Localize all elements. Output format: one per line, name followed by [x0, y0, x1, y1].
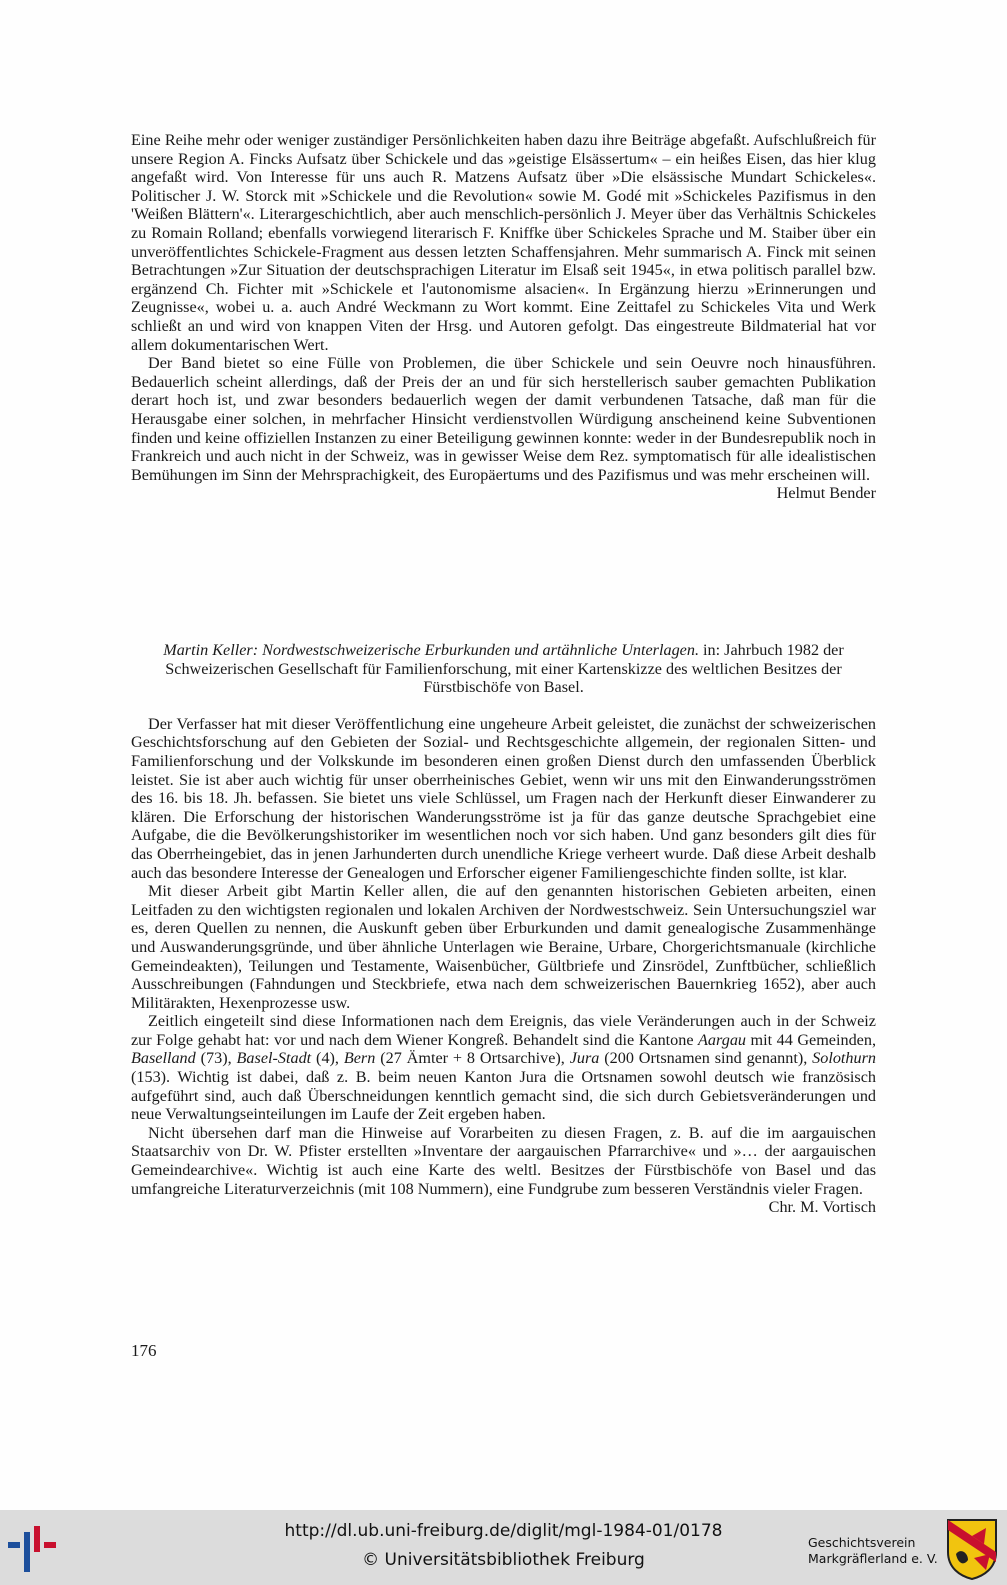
document-url-link[interactable]: http://dl.ub.uni-freiburg.de/diglit/mgl-1984-01/0178 — [284, 1521, 723, 1541]
review-2-paragraph-1: Der Verfasser hat mit dieser Veröffentlichung eine ungeheure Arbeit geleistet, die zunächst der schweizerischen Geschichtsforschung auf den Gebieten der Sozial- und Rechtsgeschichte allgemein, der regionalen Sitten- und Familienforschung und der Volkskunde im besonderen einen großen Dienst durch den umfassenden Überblick leistet. Sie ist aber auch wichtig für unser oberrheinisches Gebiet, wenn wir uns mit den Einwanderungsströmen des 16. bis 18. Jh. befassen. Sie bietet uns viele Schlüssel, um Fragen nach der Herkunft dieser Einwanderer zu klären. Die Erforschung der historischen Wanderungsströme ist ja für das ganze deutsche Sprachgebiet eine Aufgabe, die die Bevölkerungshistoriker im wesentlichen noch vor sich haben. Und ganz besonders gilt dies für das Oberrheingebiet, das in jenen Jarhunderten durch unendliche Kriege verheert wurde. Daß diese Arbeit deshalb auch das besondere Interesse der Genealogen und Erforscher eigener Familiengeschichte finden sollte, ist klar. — [131, 714, 876, 882]
copyright-text: © Universitätsbibliothek Freiburg — [362, 1550, 645, 1570]
review-1-paragraph-1: Eine Reihe mehr oder weniger zuständiger Persönlichkeiten haben dazu ihre Beiträge abgefaßt. Aufschlußreich für unsere Region A. Fincks Aufsatz über Schickele und das »geistige Elsässertum« – ein heißes Eisen, das hier klug angefaßt wird. Von Interesse für uns auch R. Matzens Aufsatz über »Die elsässische Mundart Schickeles«. Politischer J. W. Storck mit »Schickele und die Revolution« sowie M. Godé mit »Schickeles Pazifismus in den 'Weißen Blättern'«. Literargeschichtlich, aber auch menschlich-persönlich J. Meyer über das Verhältnis Schickeles zu Romain Rolland; ebenfalls vorwiegend literarisch F. Kniffke über Schickeles Sprache und M. Staiber über ein unveröffentlichtes Schickele-Fragment aus dessen letzten Schaffensjahren. Mehr summarisch A. Finck mit seinen Betrachtungen »Zur Situation der deutschsprachigen Literatur im Elsaß seit 1945«, in etwa politisch parallel bzw. ergänzend Ch. Fichter mit »Schickele et l'autonomisme alsacien«. In Ergänzung hierzu »Erinnerungen und Zeugnisse«, wobei u. a. auch André Weckmann zu Wort kommt. Eine Zeittafel zu Schickeles Vita und Werk schließt an und wird von knappen Viten der Hrsg. und Autoren gefolgt. Das eingestreute Bildmaterial hat vor allem dokumentarischen Wert. — [131, 131, 876, 354]
canton-baselland: Baselland — [131, 1049, 196, 1068]
viewer-footer — [0, 1510, 1007, 1585]
review-2 — [131, 641, 876, 1217]
page-number: 176 — [131, 1341, 157, 1360]
review-2-paragraph-2: Mit dieser Arbeit gibt Martin Keller allen, die auf den genannten historischen Gebieten arbeiten, einen Leitfaden zu den wichtigsten regionalen und lokalen Archiven der Nordwestschweiz. Sein Untersuchungsziel war es, deren Quellen zu nennen, die Auskunft geben über Erburkunden und damit genealogische Zusammenhänge und Auswanderungsgründe, und über ähnliche Unterlagen wie Beraine, Urbare, Chorgerichtsmanuale (kirchliche Gemeindeakten), Teilungen und Testamente, Waisenbücher, Gültbriefe und Zinsrödel, Zunftbücher, schließlich Ausschreibungen (Fahndungen und Steckbriefe, etwa nach dem schweizerischen Bauernkrieg 1652), aber auch Militärakten, Hexenprozesse usw. — [131, 882, 876, 1012]
review-2-book-source: in: Jahrbuch 1982 der Schweizerischen Gesellschaft für Familienforschung, mit einer Kartenskizze des weltlichen Besitzes der Fürstbischöfe von Basel. — [165, 641, 844, 697]
review-2-paragraph-3: Zeitlich eingeteilt sind diese Informationen nach dem Ereignis, das viele Veränderungen auch in der Schweiz zur Folge gehabt hat: vor und nach dem Wiener Kongreß. Behandelt sind die Kantone Aargau mit 44 Gemeinden, Baselland (73), Basel-Stadt (4), Bern (27 Ämter + 8 Ortsarchive), Jura (200 Ortsnamen sind genannt), Solothurn (153). Wichtig ist dabei, daß z. B. beim neuen Kanton Jura die Ortsnamen sowohl deutsch wie französisch aufgeführt sind, auch daß Überschneidungen kenntlich gemacht sind, die sich durch Gebietsveränderungen und neue Verwaltungseinteilungen im Laufe der Zeit ergeben haben. — [131, 1012, 876, 1124]
review-2-paragraph-4: Nicht übersehen darf man die Hinweise auf Vorarbeiten zu diesen Fragen, z. B. auf die im aargauischen Staatsarchiv von Dr. W. Pfister erstellten »Inventare der aargauischen Pfarrarchive« und »… der aargauischen Gemeindearchive«. Wichtig ist auch eine Karte des weltl. Besitzes der Fürstbischöfe von Basel und das umfangreiche Literaturverzeichnis (mit 108 Nummern), eine Fundgrube zum besseren Verständnis vieler Fragen. Chr. M. Vortisch — [131, 1123, 876, 1217]
review-2-heading — [131, 641, 876, 697]
review-2-book-title: Martin Keller: Nordwestschweizerische Erburkunden und artähnliche Unterlagen. — [163, 641, 699, 659]
society-name: Geschichtsverein Markgräflerland e. V. — [808, 1535, 938, 1566]
coat-of-arms-icon — [946, 1518, 998, 1580]
review-1-author: Helmut Bender — [776, 484, 876, 503]
canton-basel-stadt: Basel-Stadt — [236, 1049, 312, 1068]
canton-jura: Jura — [569, 1049, 600, 1068]
review-1 — [131, 131, 876, 503]
canton-aargau: Aargau — [698, 1030, 747, 1049]
canton-solothurn: Solothurn — [812, 1049, 876, 1068]
review-2-author: Chr. M. Vortisch — [768, 1198, 876, 1217]
review-1-paragraph-2: Der Band bietet so eine Fülle von Problemen, die über Schickele und sein Oeuvre noch hinausführen. Bedauerlich scheint allerdings, daß der Preis der an und für sich herstellerisch sauber gemachten Publikation derart hoch ist, und zwar besonders bedauerlich wegen der damit verbundenen Tatsache, daß man für die Herausgabe einer solchen, in mehrfacher Hinsicht verdienstvollen Würdigung anscheinend keine Subventionen finden und keine offiziellen Instanzen zu einer Beteiligung gewinnen konnte: weder in der Bundesrepublik noch in Frankreich und auch nicht in der Schweiz, was in gewisser Weise dem Rez. symptomatisch für alle idealistischen Bemühungen im Sinn der Mehrsprachigkeit, des Europäertums und des Pazifismus und was mehr erscheinen will. — [131, 354, 876, 484]
canton-bern: Bern — [343, 1049, 376, 1068]
